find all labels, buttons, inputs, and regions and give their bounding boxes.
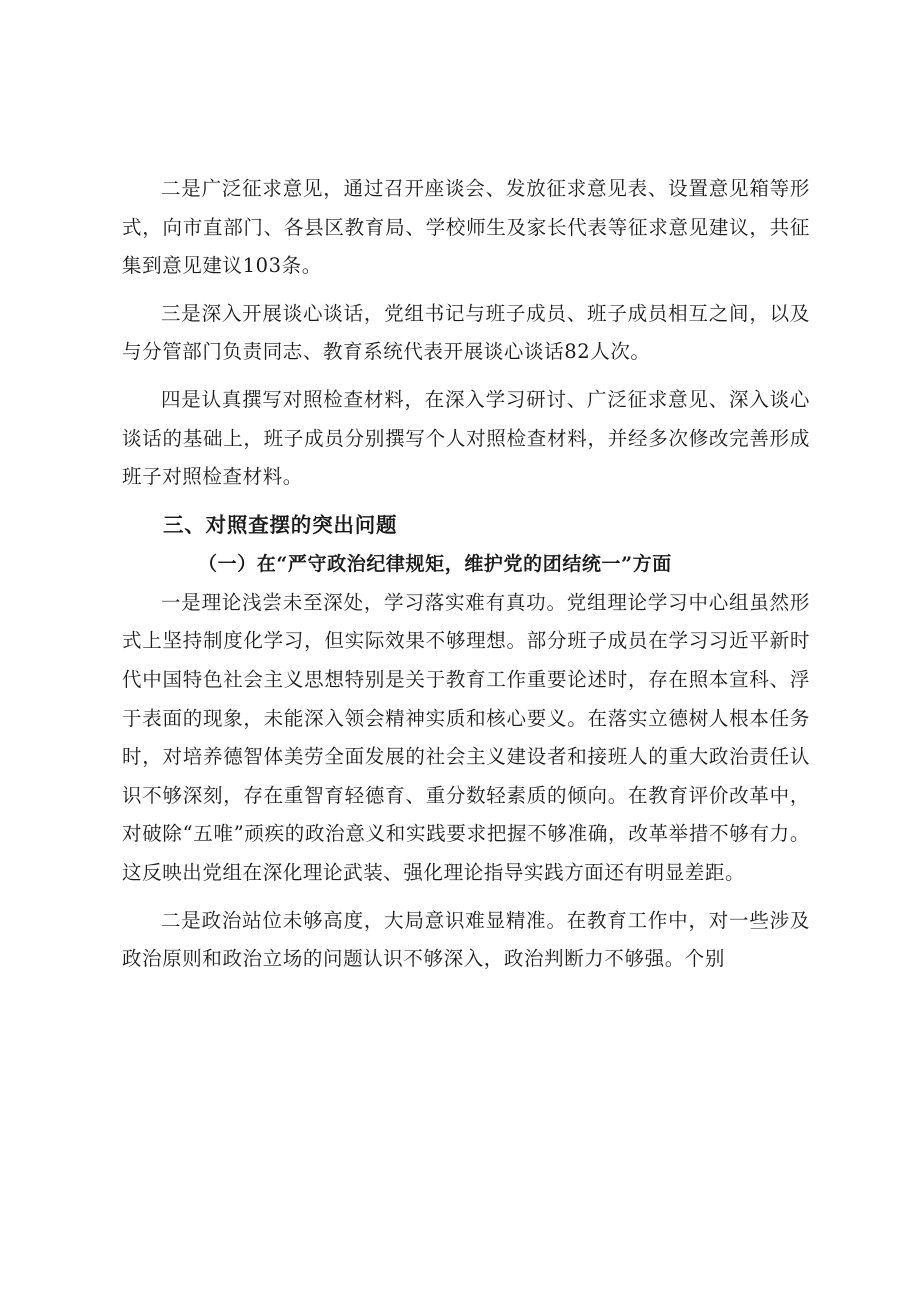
subsection-heading: （一）在“严守政治纪律规矩，维护党的团结统一”方面 [198, 552, 672, 575]
paragraph-heart-to-heart-talks: 三是深入开展谈心谈话，党组书记与班子成员、班子成员相互之间，以及与分管部门负责同志、教育系统代表开展谈心谈话82人次。 [122, 301, 810, 364]
section-heading: 三、对照查摆的突出问题 [163, 512, 398, 537]
paragraph-collect-opinions: 二是广泛征求意见，通过召开座谈会、发放征求意见表、设置意见箱等形式，向市直部门、各县区教育局、学校师生及家长代表等征求意见建议，共征集到意见建议103条。 [122, 177, 810, 278]
paragraph-theory-study: 一是理论浅尝未至深处，学习落实难有真功。党组理论学习中心组虽然形式上坚持制度化学习，但实际效果不够理想。部分班子成员在学习习近平新时代中国特色社会主义思想特别是关于教育工作重要论述时，存在照本宣科、浮于表面的现象，未能深入领会精神实质和核心要义。在落实立德树人根本任务时，对培养德智体美劳全面发展的社会主义建设者和接班人的重大政治责任认识不够深刻，存在重智育轻德育、重分数轻素质的倾向。在教育评价改革中，对破除“五唯”顽疾的政治意义和实践要求把握不够准确，改革举措不够有力。这反映出党组在深化理论武装、强化理论指导实践方面还有明显差距。 [122, 590, 810, 884]
paragraph-political-stance: 二是政治站位未够高度，大局意识难显精准。在教育工作中，对一些涉及政治原则和政治立场的问题认识不够深入，政治判断力不够强。个别 [122, 908, 810, 971]
document-body [122, 170, 810, 988]
paragraph-self-examination-materials: 四是认真撰写对照检查材料，在深入学习研讨、广泛征求意见、深入谈心谈话的基础上，班子成员分别撰写个人对照检查材料，并经多次修改完善形成班子对照检查材料。 [122, 387, 810, 489]
